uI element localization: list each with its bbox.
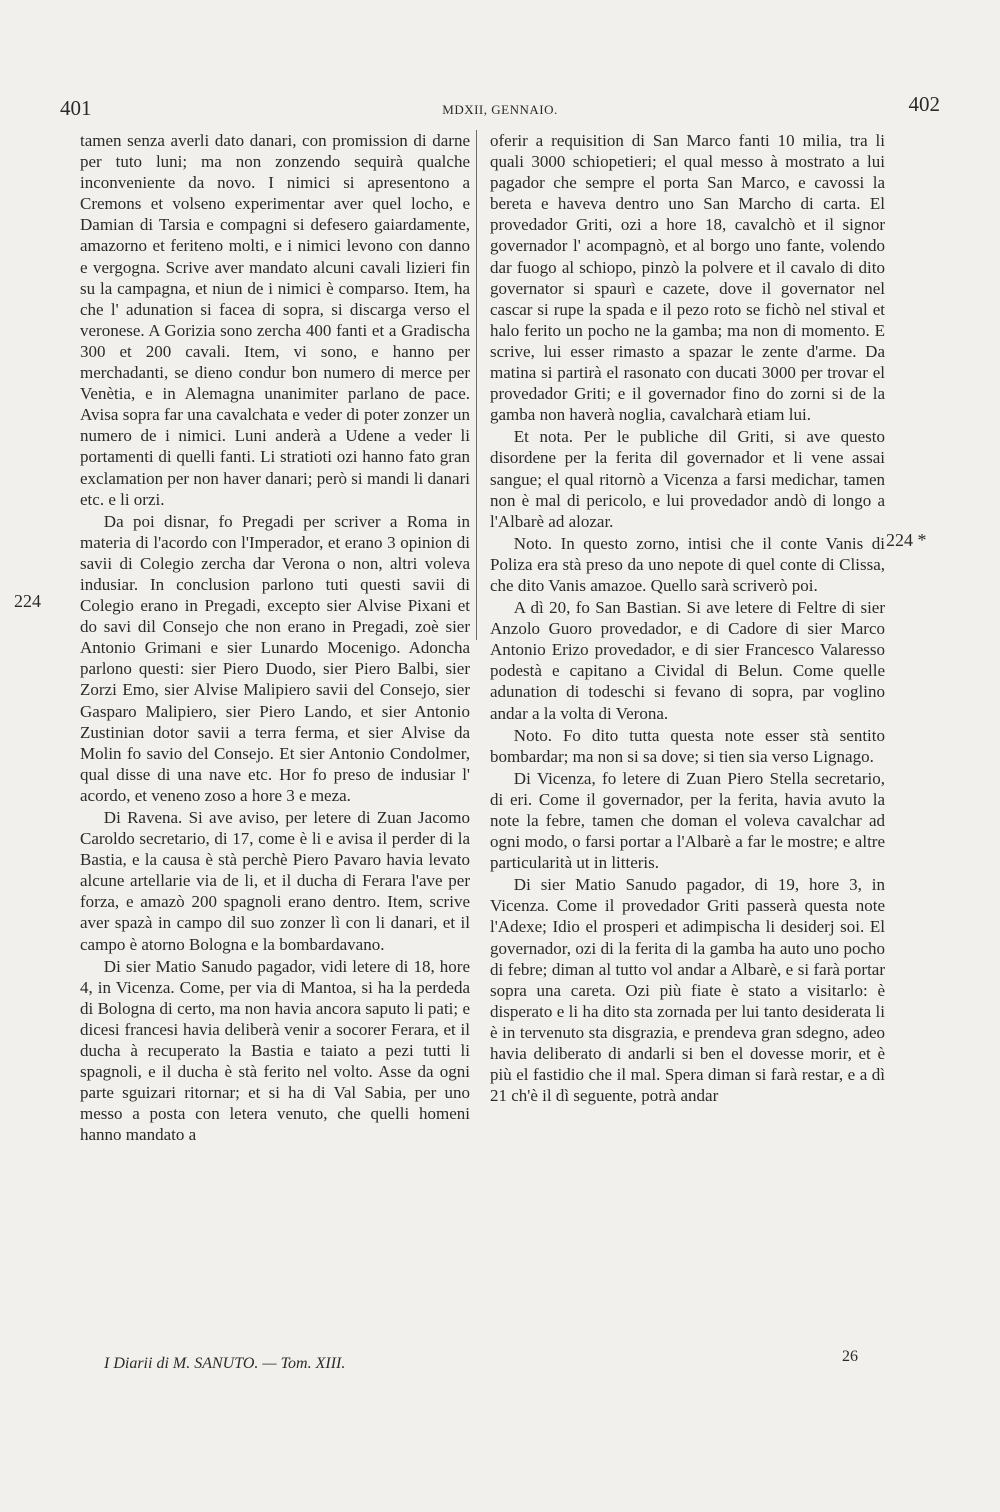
footer-signature: I Diarii di M. SANUTO. — Tom. XIII.	[104, 1355, 346, 1372]
right-column	[490, 130, 885, 1107]
right-page-number: 402	[908, 92, 940, 116]
paragraph: Da poi disnar, fo Pregadi per scriver a Roma in materia di l'acordo con l'Imperador, et erano 3 opinion di savii di Colegio zercha dar Verona o non, altri voleva indusiar. In conclusion parlono tuti questi savii di Colegio erano in Pregadi, excepto sier Alvise Pixani et do savi dil Consejo che non erano in Pregadi, zoè sier Antonio Grimani e sier Lunardo Mocenigo. Adoncha parlono questi: sier Piero Duodo, sier Piero Balbi, sier Zorzi Emo, sier Alvise Malipiero savii del Consejo, sier Gasparo Malipiero, sier Piero Lando, et sier Antonio Zustinian dotor savii a terra ferma, et sier Alvise da Molin fo savio del Consejo. Et sier Antonio Condolmer, qual disse di una nave etc. Hor fo preso de indusiar l' acordo, et veneno zoso a hore 3 e meza.	[80, 511, 470, 805]
paragraph: Di Vicenza, fo letere di Zuan Piero Stella secretario, di eri. Come il governador, per la ferita, havia avuto la note la febre, tamen che doman el voleva cavalchar ad ogni modo, o farsi portar a l'Albarè a far le mostre; e altre particularità ut in litteris.	[490, 768, 885, 873]
page-header	[60, 92, 940, 126]
margin-reference-right: 224 *	[886, 530, 927, 550]
margin-reference-left: 224	[14, 591, 41, 611]
paragraph: tamen senza averli dato danari, con promission di darne per tuto luni; ma non zonzendo sequirà qualche inconveniente da novo. I nimici si apresentono a Cremons et volseno experimentar aver quel locho, e Damian di Tarsia e compagni si defesero gaiardamente, amazorno et feriteno molti, e i nimici levono con danno e vergogna. Scrive aver mandato alcuni cavali lizieri fin su la campagna, et niun de i nimici è comparso. Item, ha che l' adunation si facea di sopra, si discarga verso el veronese. A Gorizia sono zercha 400 fanti et a Gradischa 300 et 200 cavali. Item, vi sono, e hanno per merchadanti, se dieno condur bon numero di merce per Venètia, e in Alemagna unanimiter parlano de pace. Avisa sopra far una cavalchata e veder di poter zonzer un numero de i nimici. Luni anderà a Udene a veder li portamenti di quelli fanti. Li stratioti ozi hanno fato gran exclamation per non haver danari; però si mandi li danari etc. e li orzi.	[80, 131, 470, 509]
paragraph: Di sier Matio Sanudo pagador, di 19, hore 3, in Vicenza. Come il provedador Griti passerà questa note l'Adexe; Idio el prosperi et adimpischa li desiderj soi. El governador, ozi di la ferita di la gamba ha auto uno pocho di febre; diman al tutto vol andar a Albarè, e si farà portar sopra una careta. Ozi più fiate è stato a visitarlo: è disperato e li ha dito sta zornada per lui tanto desiderata li è in tervenuto sta disgrazia, e prendeva gran sdegno, adeo havia deliberato di andarli si ben el dovesse morir, et è più el fastidio che il mal. Spera diman si farà restar, e a dì 21 ch'è il dì seguente, potrà andar	[490, 875, 885, 1106]
column-divider	[476, 130, 477, 640]
left-column	[80, 130, 470, 1147]
running-title: MDXII, GENNAIO.	[442, 102, 558, 117]
paragraph: oferir a requisition di San Marco fanti 10 milia, tra li quali 3000 schiopetieri; el qual messo à mostrato a lui pagador che sempre el porta San Marco, e cavossi la bereta e haveva dentro uno San Marcho di carta. El provedador Griti, ozi a hore 18, cavalchò et il signor governador l' acompagnò, et al borgo uno fante, volendo dar fuogo al schiopo, pinzò la polvere et il cavalo di dito governator si spaurì e cazete, dove il governator nel cascar si rupe la spada e il pezo roto se fichò nel stival et halo ferito un pocho ne la gamba; ma non di momento. E scrive, lui esser rimasto a spazar le zente d'arme. Da matina si partirà el rasonato con ducati 3000 per trovar el provedador Griti; e il governador fino do zorni si de la gamba non haverà noglia, cavalcharà etiam lui.	[490, 131, 885, 425]
left-page-number: 401	[60, 96, 92, 120]
paragraph: Noto. In questo zorno, intisi che il conte Vanis di Poliza era stà preso da uno nepote di quel conte di Clissa, che dito Vanis amazoe. Quello sarà scriverò poi.	[490, 533, 885, 595]
paragraph: Di sier Matio Sanudo pagador, vidi letere di 18, hore 4, in Vicenza. Come, per via di Mantoa, si ha la perdeda di Bologna di certo, ma non havia ancora saputo li pati; e dicesi francesi havia deliberà venir a socorer Ferara, et il ducha à recuperato la Bastia e taiato a pezi tutti li spagnoli, e il ducha è stà ferito nel volto. Asse da ogni parte sguizari ritornar; et si ha di Val Sabia, per uno messo a posta con letera venuto, che quelli homeni hanno mandato a	[80, 956, 470, 1145]
paragraph: Noto. Fo dito tutta questa note esser stà sentito bombardar; ma non si sa dove; si tien sia verso Lignago.	[490, 725, 885, 766]
paragraph: Di Ravena. Si ave aviso, per letere di Zuan Jacomo Caroldo secretario, di 17, come è li e avisa il perder di la Bastia, e la causa è stà perchè Piero Pavaro havia levato alcune artellarie via de li, et il ducha di Ferara l'ave per forza, e amazò 200 spagnoli erano dentro. Item, scrive aver spazà in campo dil suo zonzer lì con li danari, et il campo è atorno Bologna e la bombardavano.	[80, 808, 470, 954]
paragraph: Et nota. Per le publiche dil Griti, si ave questo disordene per la ferita dil governador et li vene assai sangue; el qual ritornò a Vicenza a farsi medichar, tamen non è mal di pericolo, e lui provedador andò di longo a l'Albarè ad alozar.	[490, 427, 885, 531]
paragraph: A dì 20, fo San Bastian. Si ave letere di Feltre di sier Anzolo Guoro provedador, e di Cadore di sier Marco Antonio Erizo provedador, e di sier Francesco Valaresso podestà e capitano a Cividal di Belun. Come quelle adunation di todeschi si fevano di sopra, par voglino andar a la volta di Verona.	[490, 598, 885, 723]
footer-sheet-number: 26	[842, 1348, 858, 1365]
